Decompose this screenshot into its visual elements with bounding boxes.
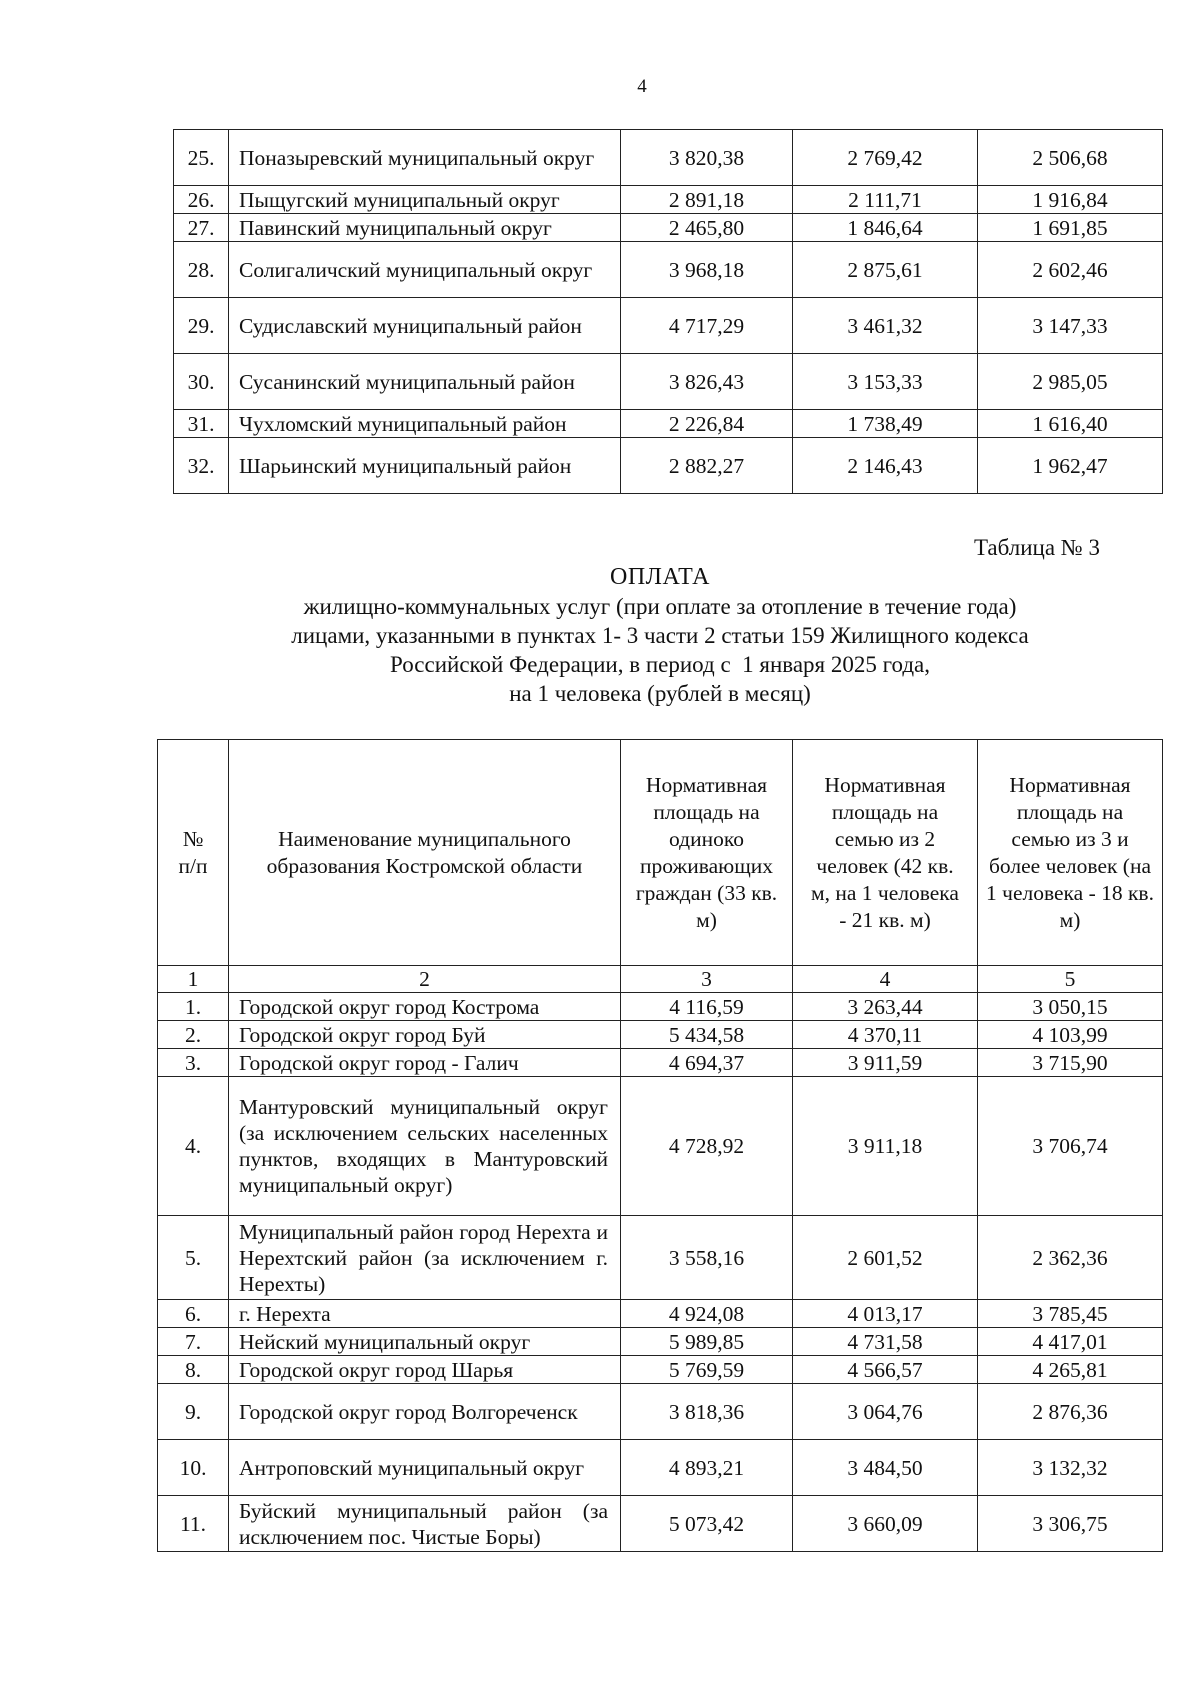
table-row [158,1496,1163,1552]
table-label: Таблица № 3 [973,535,1100,560]
municipality-name: Сусанинский муниципальный район [229,354,621,410]
value-family-2: 3 911,59 [793,1049,978,1077]
value-family-3: 3 715,90 [978,1049,1163,1077]
value-family-2: 3 461,32 [793,298,978,354]
col-header-number: № п/п [158,740,229,966]
row-number: 9. [158,1384,229,1440]
value-family-3: 3 306,75 [978,1496,1163,1552]
municipality-name: Городской округ город Кострома [229,993,621,1021]
row-number: 10. [158,1440,229,1496]
table-row [174,186,1163,214]
row-number: 30. [174,354,229,410]
document-heading [160,563,1160,708]
value-single: 3 818,36 [621,1384,793,1440]
value-family-2: 4 731,58 [793,1328,978,1356]
value-family-2: 2 875,61 [793,242,978,298]
value-family-3: 3 706,74 [978,1077,1163,1216]
value-family-3: 2 876,36 [978,1384,1163,1440]
value-family-2: 3 064,76 [793,1384,978,1440]
value-family-3: 2 985,05 [978,354,1163,410]
row-number: 6. [158,1300,229,1328]
table-row [174,438,1163,494]
table-row [174,130,1163,186]
value-family-3: 4 417,01 [978,1328,1163,1356]
municipality-name: Солигаличский муниципальный округ [229,242,621,298]
row-number: 8. [158,1356,229,1384]
municipality-name: Городской округ город Волгореченск [229,1384,621,1440]
column-index-row [158,966,1163,993]
value-family-2: 3 660,09 [793,1496,978,1552]
table-row [158,1384,1163,1440]
row-number: 3. [158,1049,229,1077]
value-family-2: 3 911,18 [793,1077,978,1216]
table-row [158,1356,1163,1384]
heading-line: на 1 человека (рублей в месяц) [509,681,811,706]
row-number: 25. [174,130,229,186]
municipality-name: Павинский муниципальный округ [229,214,621,242]
value-family-3: 3 147,33 [978,298,1163,354]
value-family-2: 2 111,71 [793,186,978,214]
value-single: 4 893,21 [621,1440,793,1496]
table-row [174,214,1163,242]
row-number: 29. [174,298,229,354]
value-family-3: 2 506,68 [978,130,1163,186]
value-family-2: 4 013,17 [793,1300,978,1328]
value-family-2: 4 566,57 [793,1356,978,1384]
value-family-2: 1 738,49 [793,410,978,438]
heading-line: Российской Федерации, в период с 1 января 2025 года, [390,652,930,677]
value-family-2: 3 153,33 [793,354,978,410]
value-family-2: 2 601,52 [793,1216,978,1300]
value-single: 5 073,42 [621,1496,793,1552]
value-single: 4 924,08 [621,1300,793,1328]
col-header-name: Наименование муниципального образования Костромской области [229,740,621,966]
table-continuation [173,129,1163,494]
value-single: 5 989,85 [621,1328,793,1356]
municipality-name: Пыщугский муниципальный округ [229,186,621,214]
municipality-name: Буйский муниципальный район (за исключением пос. Чистые Боры) [229,1496,621,1552]
row-number: 27. [174,214,229,242]
col-header-family-3: Нормативная площадь на семью из 3 и более человек (на 1 человека - 18 кв. м) [978,740,1163,966]
municipality-name: Городской округ город Шарья [229,1356,621,1384]
table-row [158,1077,1163,1216]
value-family-2: 1 846,64 [793,214,978,242]
row-number: 2. [158,1021,229,1049]
value-family-3: 4 103,99 [978,1021,1163,1049]
value-family-2: 4 370,11 [793,1021,978,1049]
table-row [158,1216,1163,1300]
column-index: 5 [978,966,1163,993]
column-index: 2 [229,966,621,993]
heading-line: лицами, указанными в пунктах 1- 3 части 2 статьи 159 Жилищного кодекса [291,623,1029,648]
value-family-3: 2 362,36 [978,1216,1163,1300]
value-single: 3 826,43 [621,354,793,410]
municipality-name: Городской округ город Буй [229,1021,621,1049]
value-family-3: 2 602,46 [978,242,1163,298]
value-single: 3 968,18 [621,242,793,298]
col-header-family-2: Нормативная площадь на семью из 2 человек (42 кв. м, на 1 человека - 21 кв. м) [793,740,978,966]
row-number: 7. [158,1328,229,1356]
municipality-name: Шарьинский муниципальный район [229,438,621,494]
table-row [158,993,1163,1021]
row-number: 32. [174,438,229,494]
table-row [158,1049,1163,1077]
page-number: 4 [637,76,647,97]
municipality-name: Судиславский муниципальный район [229,298,621,354]
value-single: 5 769,59 [621,1356,793,1384]
row-number: 26. [174,186,229,214]
row-number: 28. [174,242,229,298]
municipality-name: Мантуровский муниципальный округ (за исключением сельских населенных пунктов, входящих в Мантуровский муниципальный округ) [229,1077,621,1216]
value-family-3: 1 916,84 [978,186,1163,214]
table-row [174,410,1163,438]
value-family-3: 1 691,85 [978,214,1163,242]
row-number: 31. [174,410,229,438]
value-single: 3 558,16 [621,1216,793,1300]
table-row [174,242,1163,298]
table-row [158,1440,1163,1496]
value-family-3: 3 132,32 [978,1440,1163,1496]
municipality-name: Городской округ город - Галич [229,1049,621,1077]
value-family-2: 2 146,43 [793,438,978,494]
value-single: 2 891,18 [621,186,793,214]
municipality-name: Поназыревский муниципальный округ [229,130,621,186]
value-family-2: 2 769,42 [793,130,978,186]
value-single: 2 465,80 [621,214,793,242]
row-number: 1. [158,993,229,1021]
value-family-3: 3 050,15 [978,993,1163,1021]
value-family-3: 3 785,45 [978,1300,1163,1328]
payment-table [157,739,1163,1552]
municipality-name: Антроповский муниципальный округ [229,1440,621,1496]
table-row [174,354,1163,410]
value-single: 4 116,59 [621,993,793,1021]
column-index: 3 [621,966,793,993]
table-row [158,1021,1163,1049]
municipality-name: Чухломский муниципальный район [229,410,621,438]
row-number: 4. [158,1077,229,1216]
col-header-single: Нормативная площадь на одиноко проживающих граждан (33 кв. м) [621,740,793,966]
column-index: 4 [793,966,978,993]
column-index: 1 [158,966,229,993]
value-single: 2 882,27 [621,438,793,494]
value-family-2: 3 484,50 [793,1440,978,1496]
table-row [174,298,1163,354]
table-row [158,1328,1163,1356]
value-single: 4 717,29 [621,298,793,354]
municipality-name: Муниципальный район город Нерехта и Нерехтский район (за исключением г. Нерехты) [229,1216,621,1300]
value-single: 5 434,58 [621,1021,793,1049]
value-single: 2 226,84 [621,410,793,438]
value-family-3: 1 962,47 [978,438,1163,494]
header-row [158,740,1163,966]
value-family-2: 3 263,44 [793,993,978,1021]
row-number: 5. [158,1216,229,1300]
heading-line: жилищно-коммунальных услуг (при оплате за отопление в течение года) [303,594,1017,619]
table-row [158,1300,1163,1328]
heading-title: ОПЛАТА [610,564,710,590]
value-single: 4 728,92 [621,1077,793,1216]
value-single: 3 820,38 [621,130,793,186]
value-single: 4 694,37 [621,1049,793,1077]
municipality-name: г. Нерехта [229,1300,621,1328]
value-family-3: 1 616,40 [978,410,1163,438]
value-family-3: 4 265,81 [978,1356,1163,1384]
municipality-name: Нейский муниципальный округ [229,1328,621,1356]
row-number: 11. [158,1496,229,1552]
